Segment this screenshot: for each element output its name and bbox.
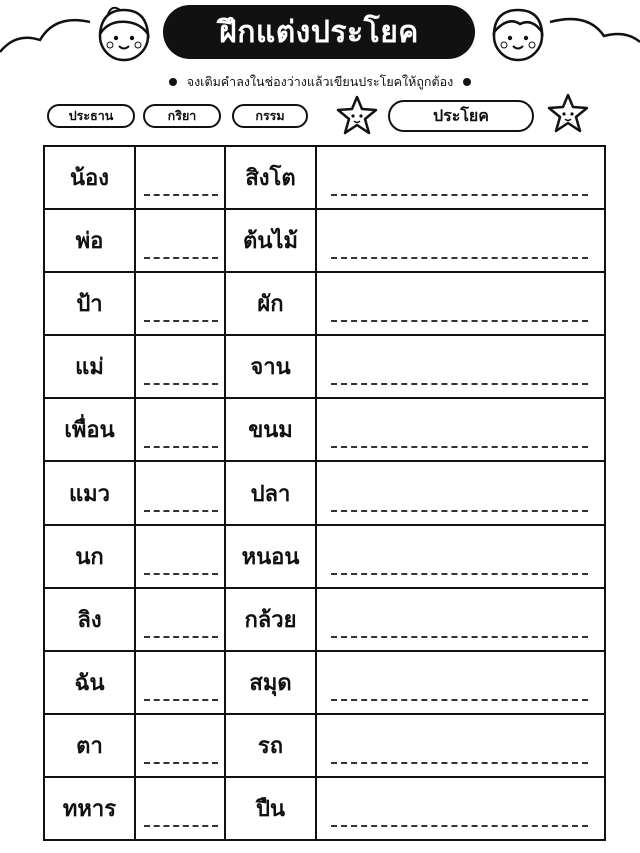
dashed-line [331, 825, 588, 827]
verb-blank[interactable] [136, 210, 226, 271]
subject-word: แม่ [45, 336, 136, 397]
table-row [45, 715, 604, 778]
subject-word: ป้า [45, 273, 136, 334]
sentence-blank[interactable] [317, 589, 604, 650]
dashed-line [331, 194, 588, 196]
verb-blank[interactable] [136, 715, 226, 776]
verb-blank[interactable] [136, 399, 226, 460]
verb-blank[interactable] [136, 526, 226, 587]
dashed-line [144, 573, 218, 575]
subject-word: เพื่อน [45, 399, 136, 460]
tag-sentence: ประโยค [388, 100, 534, 132]
tag-subject: ประธาน [47, 104, 135, 128]
dashed-line [331, 510, 588, 512]
sentence-blank[interactable] [317, 336, 604, 397]
table-row [45, 778, 604, 839]
instruction-line [0, 70, 640, 94]
object-word: สมุด [226, 652, 317, 713]
sentence-blank[interactable] [317, 778, 604, 839]
verb-blank[interactable] [136, 147, 226, 208]
table-row [45, 147, 604, 210]
object-word: ต้นไม้ [226, 210, 317, 271]
boy-face-icon [480, 2, 554, 62]
object-word: กล้วย [226, 589, 317, 650]
verb-blank[interactable] [136, 778, 226, 839]
subject-word: ฉัน [45, 652, 136, 713]
object-word: ผัก [226, 273, 317, 334]
subject-word: แมว [45, 462, 136, 523]
dashed-line [331, 446, 588, 448]
verb-blank[interactable] [136, 336, 226, 397]
subject-word: ลิง [45, 589, 136, 650]
verb-blank[interactable] [136, 273, 226, 334]
subject-word: นก [45, 526, 136, 587]
bullet-icon [169, 78, 177, 86]
dashed-line [144, 320, 218, 322]
dashed-line [331, 762, 588, 764]
table-row [45, 273, 604, 336]
object-word: ปลา [226, 462, 317, 523]
object-word: หนอน [226, 526, 317, 587]
dashed-line [331, 636, 588, 638]
subject-word: ทหาร [45, 778, 136, 839]
table-row [45, 526, 604, 589]
tag-verb: กริยา [143, 104, 221, 128]
verb-blank[interactable] [136, 589, 226, 650]
sentence-blank[interactable] [317, 526, 604, 587]
sentence-blank[interactable] [317, 210, 604, 271]
dashed-line [144, 825, 218, 827]
subject-word: พ่อ [45, 210, 136, 271]
girl-face-icon [88, 2, 162, 62]
sentence-blank[interactable] [317, 399, 604, 460]
tag-object: กรรม [232, 104, 308, 128]
dashed-line [144, 636, 218, 638]
dashed-line [144, 194, 218, 196]
dashed-line [331, 320, 588, 322]
table-row [45, 462, 604, 525]
sentence-blank[interactable] [317, 715, 604, 776]
subject-word: ตา [45, 715, 136, 776]
subject-word: น้อง [45, 147, 136, 208]
dashed-line [331, 383, 588, 385]
table-row [45, 336, 604, 399]
page-title: ฝึกแต่งประโยค [163, 5, 475, 59]
verb-blank[interactable] [136, 652, 226, 713]
bullet-icon [463, 78, 471, 86]
object-word: ขนม [226, 399, 317, 460]
dashed-line [144, 257, 218, 259]
object-word: จาน [226, 336, 317, 397]
star-icon [334, 94, 380, 136]
dashed-line [144, 762, 218, 764]
star-icon [545, 92, 591, 134]
table-row [45, 399, 604, 462]
sentence-blank[interactable] [317, 462, 604, 523]
table-row [45, 652, 604, 715]
sentence-blank[interactable] [317, 652, 604, 713]
dashed-line [331, 573, 588, 575]
object-word: สิงโต [226, 147, 317, 208]
dashed-line [144, 383, 218, 385]
table-row [45, 210, 604, 273]
sentence-blank[interactable] [317, 147, 604, 208]
dashed-line [331, 257, 588, 259]
dashed-line [144, 510, 218, 512]
dashed-line [144, 446, 218, 448]
table-row [45, 589, 604, 652]
verb-blank[interactable] [136, 462, 226, 523]
instruction-text: จงเติมคำลงในช่องว่างแล้วเขียนประโยคให้ถูกต้อง [186, 74, 454, 89]
object-word: ปืน [226, 778, 317, 839]
dashed-line [331, 699, 588, 701]
worksheet-table [43, 145, 606, 841]
sentence-blank[interactable] [317, 273, 604, 334]
dashed-line [144, 699, 218, 701]
object-word: รถ [226, 715, 317, 776]
